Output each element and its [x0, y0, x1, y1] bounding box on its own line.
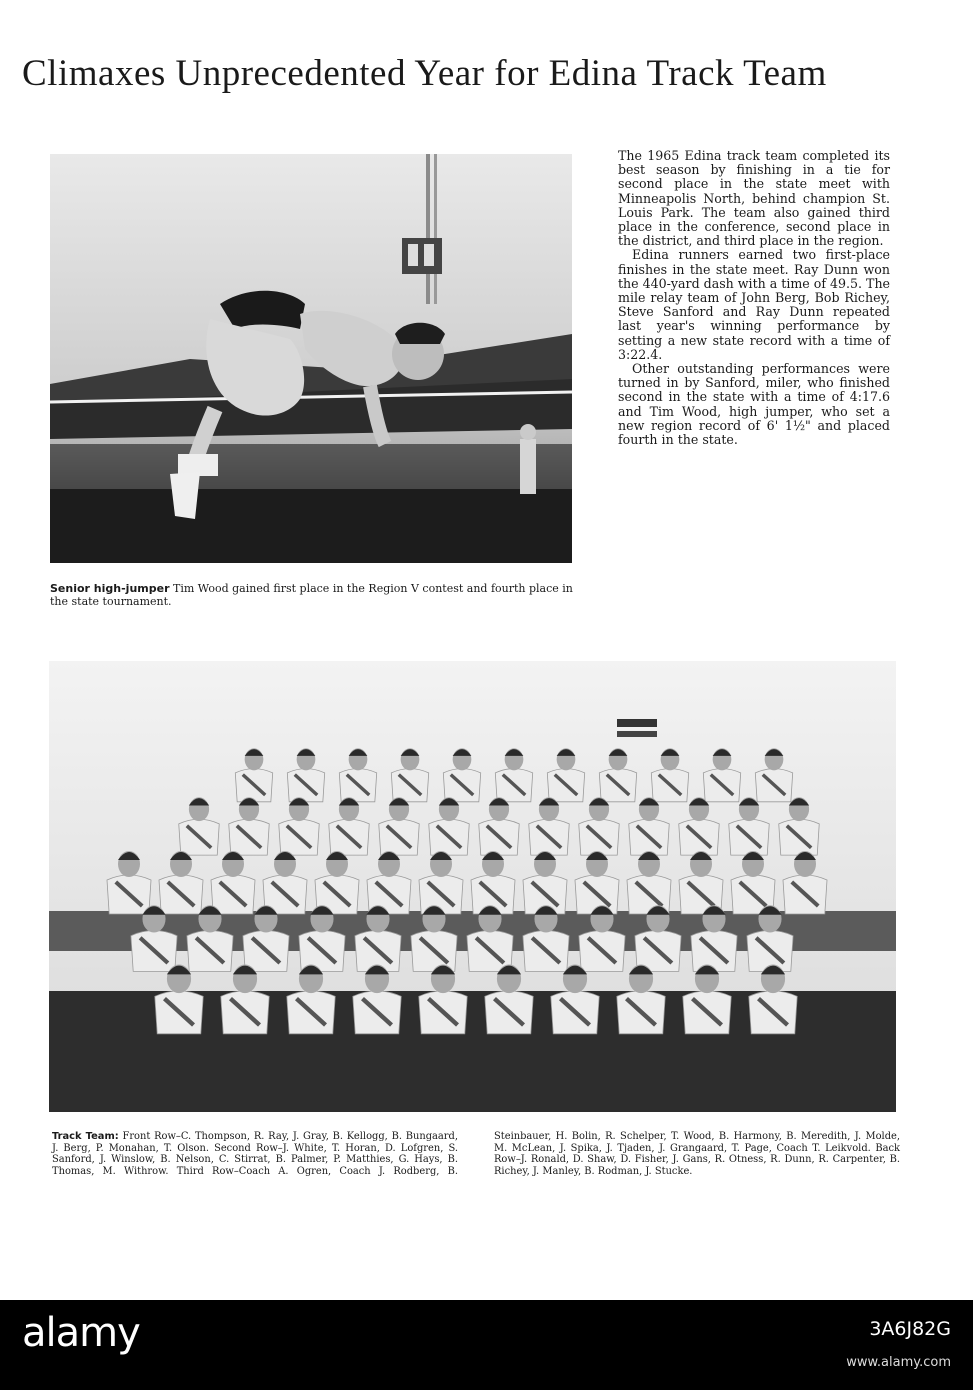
caption-text: Tim Wood gained first place in the Region V contest and fourth place in the state tournament.	[50, 582, 573, 608]
watermark-banner	[0, 1300, 973, 1390]
article-paragraph: Edina runners earned two first-place finishes in the state meet. Ray Dunn won the 440-yard dash with a time of 49.5. The mile relay team of John Berg, Bob Richey, Steve Sanford and Ray Dunn repeated last year's winning performance by setting a new state record with a time of 3:22.4.	[618, 247, 891, 362]
roster-label: Track Team:	[52, 1131, 119, 1142]
high-jump-photo	[50, 154, 572, 563]
watermark-image-id: 3A6J82G	[869, 1318, 951, 1340]
team-photo	[49, 661, 896, 1112]
roster-text: Front Row–C. Thompson, R. Ray, J. Gray, B. Kellogg, B. Bungaard, J. Berg, P. Monahan, T. Olson. Second Row–J. White, T. Horan, D. Lofgren, S. Sanford, J. Winslow, B. Nelson, C. Stirrat, B. Palmer, P. Matthies, G. Hays, B. Thomas, M. Withrow. Third Row–Coach A. Ogren, Coach J. Rodberg, B. Steinbauer, H. Bolin, R. Schelper, T. Wood, B. Harmony, B. Meredith, J. Molde, M. McLean, J. Spika, J. Tjaden, J. Grangaard, T. Page, Coach T. Leikvold. Back Row–J. Ronald, D. Shaw, D. Fisher, J. Gans, R. Otness, R. Dunn, R. Carpenter, B. Richey, J. Manley, B. Rodman, J. Stucke.	[52, 1131, 900, 1177]
watermark-brand: alamy	[22, 1310, 140, 1356]
watermark-url: www.alamy.com	[846, 1355, 951, 1370]
article-paragraph: Other outstanding performances were turned in by Sanford, miler, who finished second in the state with a time of 4:17.6 and Tim Wood, high jumper, who set a new region record of 6' 1½" and placed fourth in the state.	[618, 361, 890, 448]
team-roster-caption	[52, 1131, 900, 1191]
page-headline: Climaxes Unprecedented Year for Edina Track Team	[22, 53, 827, 94]
high-jump-photo-image	[50, 154, 572, 563]
caption-label: Senior high-jumper	[50, 582, 170, 595]
high-jump-caption	[50, 582, 578, 608]
team-photo-image	[49, 661, 896, 1112]
article-text	[618, 149, 890, 447]
article-paragraph: The 1965 Edina track team completed its best season by finishing in a tie for second place in the state meet with Minneapolis North, behind champion St. Louis Park. The team also gained third place in the conference, second place in the district, and third place in the region.	[618, 148, 890, 249]
